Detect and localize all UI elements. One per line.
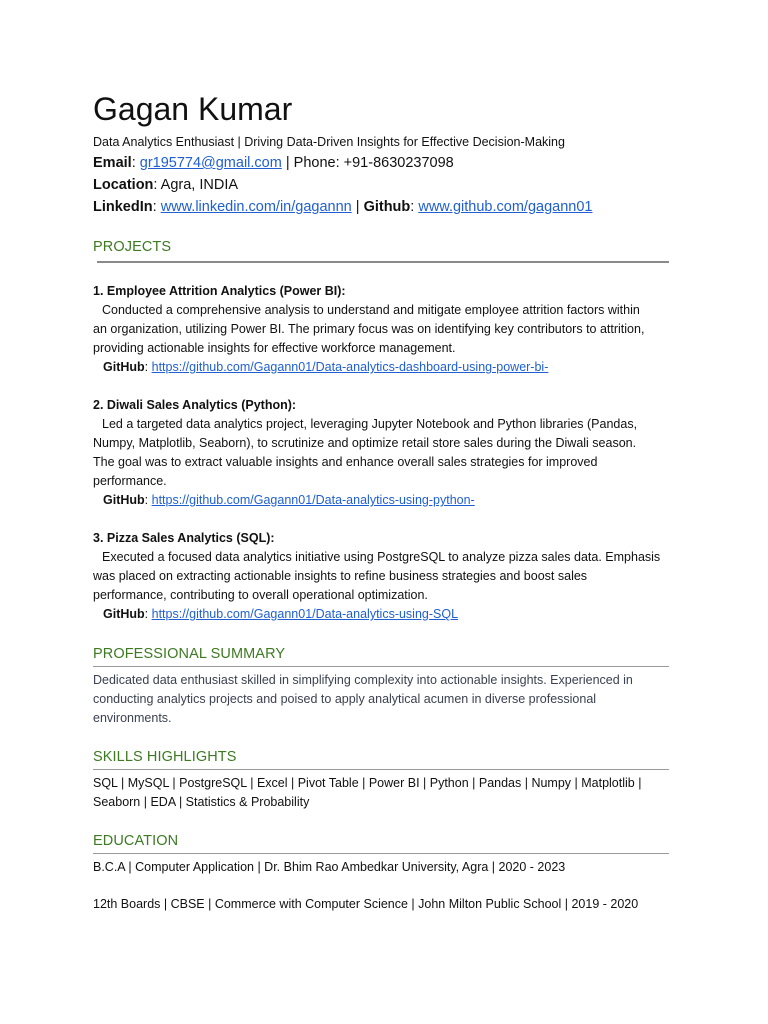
project-description	[93, 301, 673, 358]
contact-email-line: Email: gr195774@gmail.com | Phone: +91-8630237098	[93, 155, 454, 171]
summary-text	[93, 671, 673, 728]
email-label: Email	[93, 155, 132, 171]
project-desc-line: The goal was to extract valuable insights and enhance overall sales strategies for improved	[93, 455, 598, 469]
skills-text	[93, 774, 673, 812]
project-desc-line: Executed a focused data analytics initiative using PostgreSQL to analyze pizza sales data. Emphasis	[102, 550, 661, 564]
candidate-name: Gagan Kumar	[93, 91, 293, 127]
email-link[interactable]: gr195774@gmail.com	[139, 155, 282, 171]
skills-line: Seaborn | EDA | Statistics & Probability	[93, 795, 310, 809]
linkedin-label: LinkedIn	[93, 199, 153, 215]
github-label: GitHub	[103, 493, 145, 507]
project-github-link[interactable]: https://github.com/Gagann01/Data-analytics-using-SQL	[151, 607, 459, 621]
section-divider	[97, 261, 669, 263]
contact-location-line	[93, 174, 673, 196]
github-label: GitHub	[103, 360, 145, 374]
section-title-summary: PROFESSIONAL SUMMARY	[93, 646, 286, 662]
location-value: : Agra, INDIA	[153, 177, 239, 193]
tagline: Data Analytics Enthusiast | Driving Data-Driven Insights for Effective Decision-Making	[93, 135, 565, 149]
contact-links-line: LinkedIn: www.linkedin.com/in/gagannn | Github: www.github.com/gagann01	[93, 199, 593, 215]
project-desc-line: an organization, utilizing Power BI. The primary focus was on identifying key contributors to attrition,	[93, 322, 645, 336]
project-desc-line: was placed on extracting actionable insights to refine business strategies and boost sales	[93, 569, 588, 583]
project-description	[93, 548, 673, 605]
project-desc-line: Conducted a comprehensive analysis to understand and mitigate employee attrition factors within	[102, 303, 640, 317]
section-title-skills: SKILLS HIGHLIGHTS	[93, 749, 237, 765]
resume-content	[93, 88, 673, 914]
project-title: 3. Pizza Sales Analytics (SQL):	[93, 531, 275, 545]
summary-line: Dedicated data enthusiast skilled in simplifying complexity into actionable insights. Experienced in	[93, 673, 633, 687]
project-github-line: GitHub: https://github.com/Gagann01/Data-analytics-using-python-	[103, 493, 475, 507]
section-divider	[93, 769, 669, 770]
project-desc-line: providing actionable insights for effective workforce management.	[93, 341, 456, 355]
github-label: GitHub	[103, 607, 145, 621]
skills-line: SQL | MySQL | PostgreSQL | Excel | Pivot Table | Power BI | Python | Pandas | Numpy | Matplotlib |	[93, 776, 642, 790]
phone-text: | Phone: +91-8630237098	[285, 155, 454, 171]
project-item	[93, 396, 673, 510]
project-github-link[interactable]: https://github.com/Gagann01/Data-analytics-dashboard-using-power-bi-	[151, 360, 549, 374]
section-title-education: EDUCATION	[93, 833, 179, 849]
section-divider	[93, 853, 669, 854]
project-desc-line: performance.	[93, 474, 167, 488]
linkedin-link[interactable]: www.linkedin.com/in/gagannn	[160, 199, 352, 215]
project-desc-line: Numpy, Matplotlib, Seaborn), to scrutinize and optimize retail store sales during the Diwali season.	[93, 436, 637, 450]
project-item	[93, 529, 673, 624]
summary-line: conducting analytics projects and poised to apply analytical acumen in diverse professional	[93, 692, 597, 706]
project-description	[93, 415, 673, 491]
education-item: B.C.A | Computer Application | Dr. Bhim Rao Ambedkar University, Agra | 2020 - 2023	[93, 860, 566, 874]
section-title-projects: PROJECTS	[93, 239, 172, 255]
github-label: Github	[363, 199, 411, 215]
project-desc-line: Led a targeted data analytics project, leveraging Jupyter Notebook and Python libraries (Pandas,	[102, 417, 638, 431]
section-divider	[93, 666, 669, 667]
project-github-line: GitHub: https://github.com/Gagann01/Data-analytics-using-SQL	[103, 607, 459, 621]
project-title: 1. Employee Attrition Analytics (Power BI):	[93, 284, 346, 298]
project-item	[93, 282, 673, 377]
location-label: Location	[93, 177, 154, 193]
education-item: 12th Boards | CBSE | Commerce with Computer Science | John Milton Public School | 2019 - 2020	[93, 897, 639, 911]
summary-line: environments.	[93, 711, 172, 725]
project-github-line: GitHub: https://github.com/Gagann01/Data-analytics-dashboard-using-power-bi-	[103, 360, 549, 374]
project-title: 2. Diwali Sales Analytics (Python):	[93, 398, 297, 412]
separator: |	[355, 199, 360, 215]
github-link[interactable]: www.github.com/gagann01	[418, 199, 593, 215]
project-github-link[interactable]: https://github.com/Gagann01/Data-analytics-using-python-	[151, 493, 475, 507]
project-desc-line: performance, contributing to overall operational optimization.	[93, 588, 428, 602]
